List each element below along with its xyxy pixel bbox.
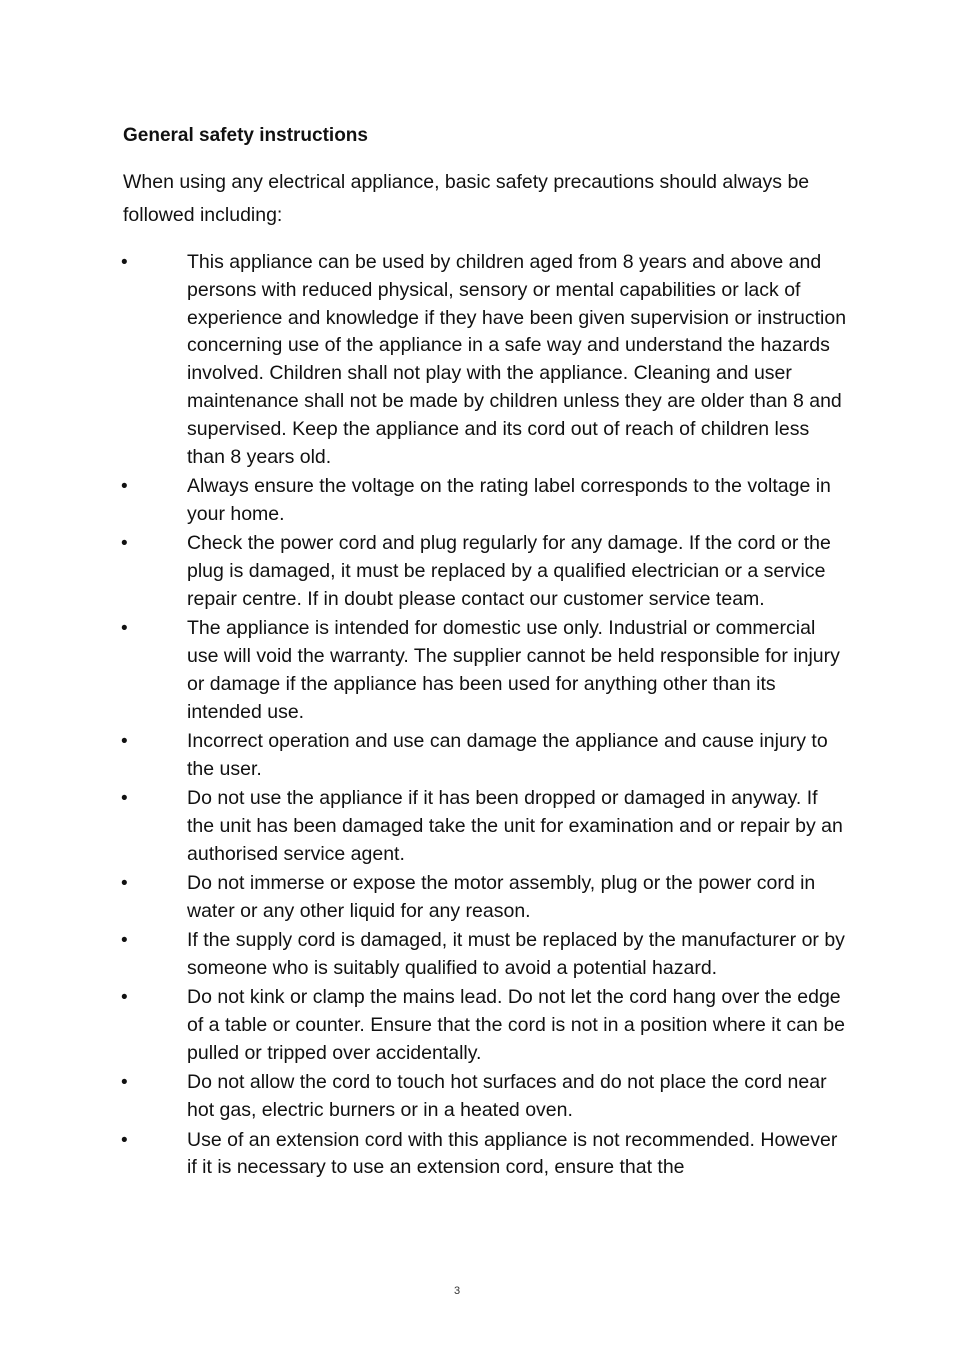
bullet-icon: • <box>121 533 128 555</box>
list-item <box>0 1127 954 1183</box>
list-item <box>0 1069 954 1125</box>
bullet-icon: • <box>121 788 128 810</box>
list-item <box>0 984 954 1067</box>
bullet-icon: • <box>121 618 128 640</box>
bullet-icon: • <box>121 730 128 752</box>
list-item <box>0 927 954 983</box>
list-item-text: Always ensure the voltage on the rating label corresponds to the voltage in your home. <box>187 474 831 525</box>
list-item-text: If the supply cord is damaged, it must be replaced by the manufacturer or by someone who is suitably qualified to avoid a potential hazard. <box>187 929 845 980</box>
list-item-text: This appliance can be used by children aged from 8 years and above and persons with reduced physical, sensory or mental capabilities or lack of experience and knowledge if they have been given supervision or instruction concerning use of the appliance in a safe way and understand the hazards involved. Children shall not play with the appliance. Cleaning and user maintenance shall not be made by children unless they are older than 8 and supervised. Keep the appliance and its cord out of reach of children less than 8 years old. <box>187 251 847 468</box>
list-item-text: Do not allow the cord to touch hot surfaces and do not place the cord near hot gas, electric burners or in a heated oven. <box>187 1071 827 1122</box>
bullet-icon: • <box>121 987 128 1009</box>
list-item-text: The appliance is intended for domestic use only. Industrial or commercial use will void the warranty. The supplier cannot be held responsible for injury or damage if the appliance has been used for anything other than its intended use. <box>187 617 840 723</box>
list-item <box>0 530 954 613</box>
intro-paragraph: When using any electrical appliance, basic safety precautions should always be followed including: <box>123 171 810 226</box>
list-item <box>0 870 954 926</box>
list-item-text: Use of an extension cord with this appliance is not recommended. However if it is necessary to use an extension cord, ensure that the <box>187 1128 838 1179</box>
bullet-icon: • <box>121 930 128 952</box>
bullet-icon: • <box>121 873 128 895</box>
section-heading: General safety instructions <box>123 125 368 146</box>
list-item-text: Check the power cord and plug regularly for any damage. If the cord or the plug is damaged, it must be replaced by a qualified electrician or a service repair centre. If in doubt please contact our customer service team. <box>187 532 831 610</box>
page-number: 3 <box>453 1285 461 1297</box>
bullet-icon: • <box>121 252 128 273</box>
list-item <box>0 473 954 529</box>
list-item <box>0 249 954 471</box>
bullet-icon: • <box>121 475 128 497</box>
list-item-text: Do not kink or clamp the mains lead. Do not let the cord hang over the edge of a table or counter. Ensure that the cord is not in a position where it can be pulled or tripped over accidentally. <box>187 986 845 1065</box>
bullet-icon: • <box>121 1129 128 1151</box>
list-item-text: Do not use the appliance if it has been dropped or damaged in anyway. If the unit has been damaged take the unit for examination and or repair by an authorised service agent. <box>187 787 843 865</box>
safety-instruction-list <box>0 249 954 1184</box>
list-item <box>0 785 954 868</box>
list-item-text: Do not immerse or expose the motor assembly, plug or the power cord in water or any other liquid for any reason. <box>187 872 816 922</box>
list-item-text: Incorrect operation and use can damage the appliance and cause injury to the user. <box>187 729 828 780</box>
list-item <box>0 728 954 784</box>
list-item <box>0 615 954 726</box>
bullet-icon: • <box>121 1072 128 1094</box>
